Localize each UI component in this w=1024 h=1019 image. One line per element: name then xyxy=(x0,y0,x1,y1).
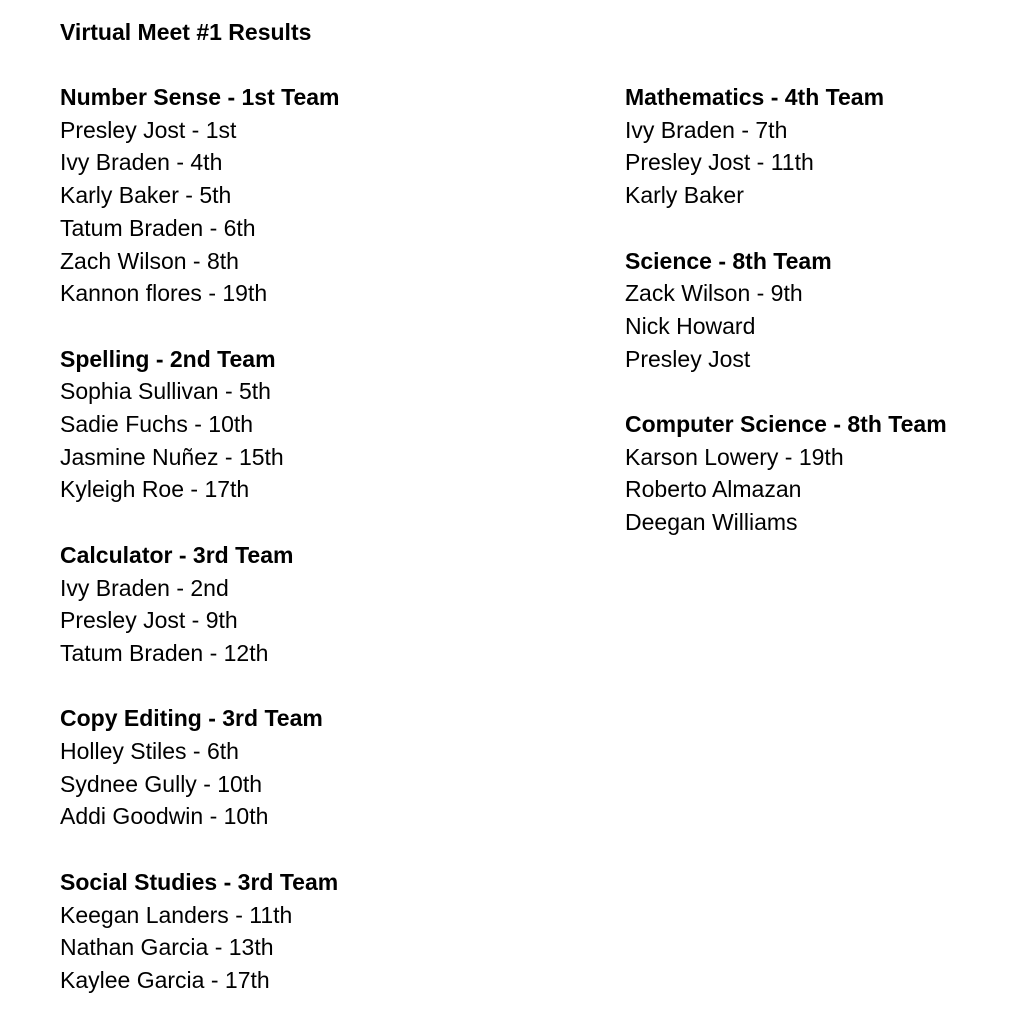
result-entry: Addi Goodwin - 10th xyxy=(60,803,269,830)
section-heading: Computer Science - 8th Team xyxy=(625,411,947,437)
section-heading: Mathematics - 4th Team xyxy=(625,84,885,110)
section-copy-editing xyxy=(60,702,340,833)
section-heading: Calculator - 3rd Team xyxy=(60,541,294,568)
result-entry: Kaylee Garcia - 17th xyxy=(60,966,270,993)
result-entry: Ivy Braden - 2nd xyxy=(60,574,229,601)
section-heading: Science - 8th Team xyxy=(625,247,832,274)
result-entry: Zack Wilson - 9th xyxy=(625,280,803,307)
result-entry: Nathan Garcia - 13th xyxy=(60,934,274,961)
result-entry: Zach Wilson - 8th xyxy=(60,247,239,274)
section-number-sense xyxy=(60,81,340,310)
section-heading: Social Studies - 3rd Team xyxy=(60,868,339,895)
section-computer-science xyxy=(625,408,947,539)
right-column xyxy=(625,81,947,539)
result-entry: Holley Stiles - 6th xyxy=(60,738,239,765)
result-entry: Ivy Braden - 7th xyxy=(625,116,788,143)
section-heading: Number Sense - 1st Team xyxy=(60,84,340,110)
result-entry: Tatum Braden - 12th xyxy=(60,639,269,666)
result-entry: Roberto Almazan xyxy=(625,476,802,503)
section-science xyxy=(625,245,947,376)
section-spelling xyxy=(60,343,340,507)
result-entry: Keegan Landers - 11th xyxy=(60,901,293,928)
section-heading: Copy Editing - 3rd Team xyxy=(60,705,323,732)
result-entry: Sadie Fuchs - 10th xyxy=(60,411,254,438)
left-column xyxy=(60,81,340,997)
section-calculator xyxy=(60,539,340,670)
section-heading: Spelling - 2nd Team xyxy=(60,345,276,372)
result-entry: Karson Lowery - 19th xyxy=(625,443,844,470)
result-entry: Nick Howard xyxy=(625,312,756,339)
section-mathematics xyxy=(625,81,947,212)
result-entry: Kyleigh Roe - 17th xyxy=(60,476,250,503)
result-entry: Karly Baker xyxy=(625,182,744,209)
result-entry: Sophia Sullivan - 5th xyxy=(60,378,271,405)
result-entry: Tatum Braden - 6th xyxy=(60,214,256,241)
result-entry: Jasmine Nuñez - 15th xyxy=(60,443,284,470)
result-entry: Karly Baker - 5th xyxy=(60,182,232,209)
result-entry: Kannon flores - 19th xyxy=(60,280,268,307)
section-social-studies xyxy=(60,866,340,997)
result-entry: Presley Jost xyxy=(625,345,751,372)
document-title: Virtual Meet #1 Results xyxy=(60,19,312,45)
result-entry: Deegan Williams xyxy=(625,509,798,536)
result-entry: Sydnee Gully - 10th xyxy=(60,770,263,797)
result-entry: Presley Jost - 11th xyxy=(625,149,814,176)
result-entry: Presley Jost - 9th xyxy=(60,607,238,634)
result-entry: Presley Jost - 1st xyxy=(60,116,237,143)
result-entry: Ivy Braden - 4th xyxy=(60,149,223,176)
